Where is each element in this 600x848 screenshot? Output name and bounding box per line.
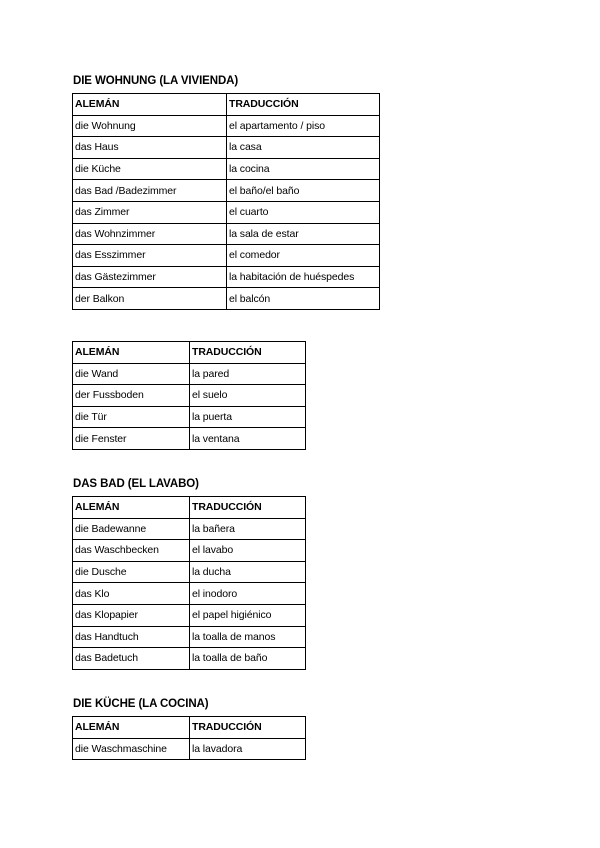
translation-cell: el lavabo xyxy=(190,540,306,562)
section-heading-kueche: DIE KÜCHE (LA COCINA) xyxy=(73,698,209,710)
table-row xyxy=(73,223,380,245)
german-word-cell: das Haus xyxy=(73,137,227,159)
translation-cell: el cuarto xyxy=(227,201,380,223)
table-row xyxy=(73,245,380,267)
german-word-cell: das Zimmer xyxy=(73,201,227,223)
table-row xyxy=(73,738,306,760)
column-header-german: ALEMÁN xyxy=(73,497,190,519)
table-row xyxy=(73,201,380,223)
table-header-row xyxy=(73,717,306,739)
table-row xyxy=(73,266,380,288)
table-header-row xyxy=(73,497,306,519)
table-row xyxy=(73,115,380,137)
table-row xyxy=(73,561,306,583)
german-word-cell: der Balkon xyxy=(73,288,227,310)
translation-cell: el comedor xyxy=(227,245,380,267)
translation-cell: la ventana xyxy=(190,428,306,450)
translation-cell: la lavadora xyxy=(190,738,306,760)
table-row xyxy=(73,583,306,605)
section-heading-wohnung: DIE WOHNUNG (LA VIVIENDA) xyxy=(73,75,239,87)
vocab-table-parts xyxy=(72,341,306,450)
german-word-cell: die Waschmaschine xyxy=(73,738,190,760)
translation-cell: la cocina xyxy=(227,158,380,180)
german-word-cell: das Bad /Badezimmer xyxy=(73,180,227,202)
table-row xyxy=(73,604,306,626)
german-word-cell: das Wohnzimmer xyxy=(73,223,227,245)
table-row xyxy=(73,428,306,450)
translation-cell: el baño/el baño xyxy=(227,180,380,202)
german-word-cell: der Fussboden xyxy=(73,385,190,407)
column-header-german: ALEMÁN xyxy=(73,342,190,364)
german-word-cell: die Wohnung xyxy=(73,115,227,137)
table-row xyxy=(73,406,306,428)
translation-cell: el apartamento / piso xyxy=(227,115,380,137)
german-word-cell: das Klopapier xyxy=(73,604,190,626)
table-row xyxy=(73,180,380,202)
german-word-cell: die Tür xyxy=(73,406,190,428)
column-header-translation: TRADUCCIÓN xyxy=(190,717,306,739)
translation-cell: la bañera xyxy=(190,518,306,540)
column-header-translation: TRADUCCIÓN xyxy=(227,94,380,116)
table-row xyxy=(73,158,380,180)
table-row xyxy=(73,626,306,648)
translation-cell: la puerta xyxy=(190,406,306,428)
german-word-cell: die Wand xyxy=(73,363,190,385)
translation-cell: la toalla de manos xyxy=(190,626,306,648)
table-row xyxy=(73,137,380,159)
vocab-table-wohnung xyxy=(72,93,380,310)
translation-cell: la toalla de baño xyxy=(190,648,306,670)
german-word-cell: die Küche xyxy=(73,158,227,180)
table-row xyxy=(73,648,306,670)
german-word-cell: das Waschbecken xyxy=(73,540,190,562)
german-word-cell: das Gästezimmer xyxy=(73,266,227,288)
column-header-translation: TRADUCCIÓN xyxy=(190,342,306,364)
table-row xyxy=(73,518,306,540)
german-word-cell: das Klo xyxy=(73,583,190,605)
translation-cell: la habitación de huéspedes xyxy=(227,266,380,288)
german-word-cell: das Handtuch xyxy=(73,626,190,648)
column-header-german: ALEMÁN xyxy=(73,94,227,116)
translation-cell: el inodoro xyxy=(190,583,306,605)
german-word-cell: das Esszimmer xyxy=(73,245,227,267)
german-word-cell: die Dusche xyxy=(73,561,190,583)
vocab-table-bad xyxy=(72,496,306,670)
table-row xyxy=(73,288,380,310)
translation-cell: la pared xyxy=(190,363,306,385)
translation-cell: la ducha xyxy=(190,561,306,583)
section-heading-bad: DAS BAD (EL LAVABO) xyxy=(73,478,199,490)
vocab-table-kueche xyxy=(72,716,306,760)
table-header-row xyxy=(73,342,306,364)
table-row xyxy=(73,385,306,407)
german-word-cell: die Fenster xyxy=(73,428,190,450)
table-row xyxy=(73,363,306,385)
german-word-cell: die Badewanne xyxy=(73,518,190,540)
translation-cell: el balcón xyxy=(227,288,380,310)
table-row xyxy=(73,540,306,562)
column-header-german: ALEMÁN xyxy=(73,717,190,739)
translation-cell: el papel higiénico xyxy=(190,604,306,626)
column-header-translation: TRADUCCIÓN xyxy=(190,497,306,519)
translation-cell: la sala de estar xyxy=(227,223,380,245)
translation-cell: la casa xyxy=(227,137,380,159)
german-word-cell: das Badetuch xyxy=(73,648,190,670)
translation-cell: el suelo xyxy=(190,385,306,407)
table-header-row xyxy=(73,94,380,116)
